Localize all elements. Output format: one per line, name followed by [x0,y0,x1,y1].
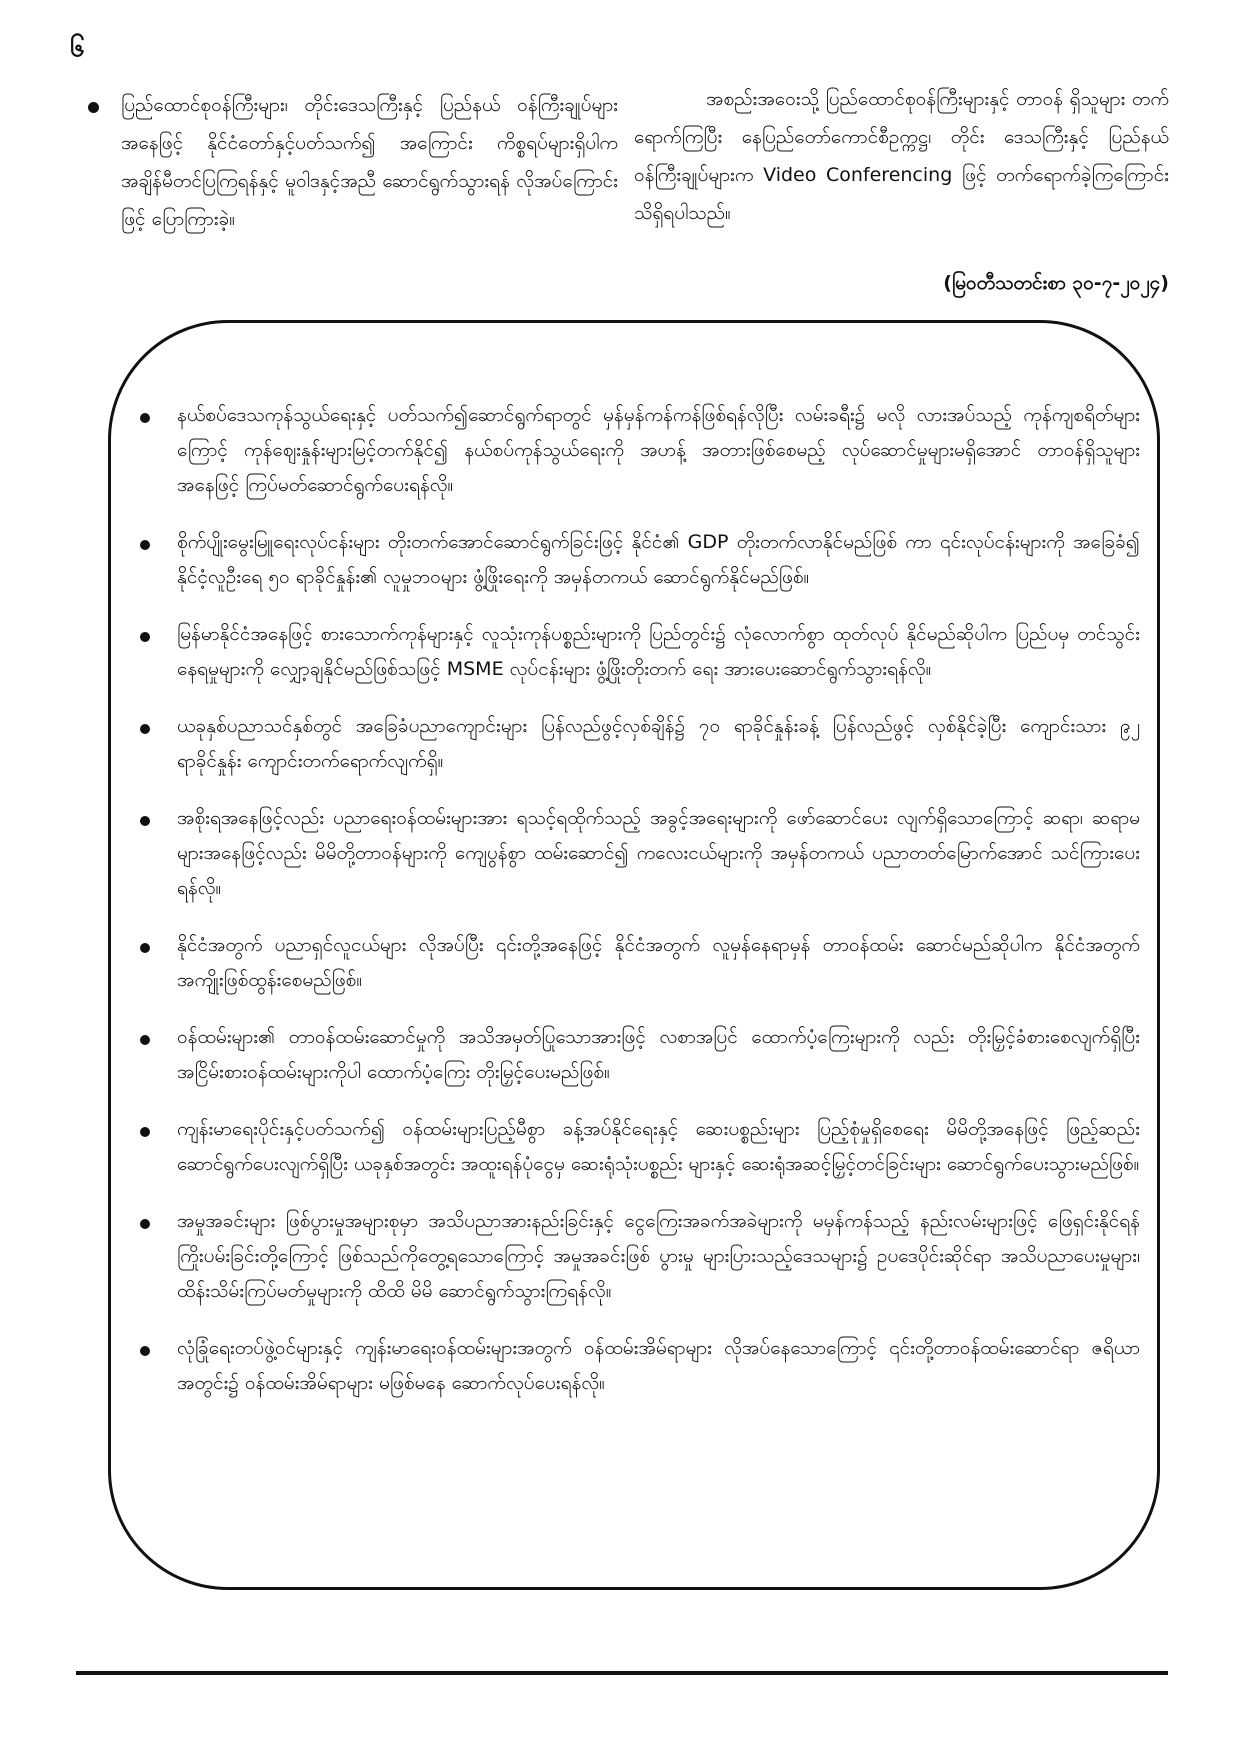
list-item-text: အစိုးရအနေဖြင့်လည်း ပညာရေးဝန်ထမ်းများအား ရသင့်ရထိုက်သည့် အခွင့်အရေးများကို ဖော်ဆောင်ပေး လျက်ရှိသောကြောင့် ဆရာ၊ ဆရာမများအနေဖြင့်လည်း မိမိတို့တာဝန်များကို ကျေပွန်စွာ ထမ်းဆောင်၍ ကလေးငယ်များကို အမှန်တကယ် ပညာတတ်မြောက်အောင် သင်ကြားပေးရန်လို။ [177,807,1140,899]
source-citation: (မြဝတီသတင်းစာ ၃၀-၇-၂၀၂၄) [943,272,1169,294]
list-item [140,525,1140,595]
bullet-icon [140,943,150,953]
list-item-text: လုံခြုံရေးတပ်ဖွဲ့ဝင်များနှင့် ကျန်းမာရေးဝန်ထမ်းများအတွက် ဝန်ထမ်းအိမ်ရာများ လိုအပ်နေသောကြောင့် ၎င်းတို့တာဝန်ထမ်းဆောင်ရာ ဇရိယာအတွင်း၌ ဝန်ထမ်းအိမ်ရာများ မဖြစ်မနေ ဆောက်လုပ်ပေးရန်လို။ [177,1337,1140,1394]
top-right-paragraph: အစည်းအဝေးသို့ ပြည်ထောင်စုဝန်ကြီးများနှင့် တာဝန် ရှိသူများ တက်ရောက်ကြပြီး နေပြည်တော်ကောင်စီဥက္ကဋ္ဌ၊ တိုင်း ဒေသကြီးနှင့် ပြည်နယ်ဝန်ကြီးချုပ်များက Video Conferencing ဖြင့် တက်ရောက်ခဲ့ကြကြောင်း သိရှိရပါသည်။ [634,88,1169,224]
list-item [140,1112,1140,1182]
bullet-icon [140,1346,150,1356]
list-item [140,928,1140,998]
list-item [140,709,1140,779]
bullet-icon [140,1219,150,1229]
list-item [140,1204,1140,1309]
list-item-text: မြန်မာနိုင်ငံအနေဖြင့် စားသောက်ကုန်များနှင့် လူသုံးကုန်ပစ္စည်းများကို ပြည်တွင်း၌ လုံလောက်စွာ ထုတ်လုပ် နိုင်မည်ဆိုပါက ပြည်ပမှ တင်သွင်းနေရမှုများကို လျှော့ချနိုင်မည်ဖြစ်သဖြင့် MSME လုပ်ငန်းများ ဖွံ့ဖြိုးတိုးတက် ရေး အားပေးဆောင်ရွက်သွားရန်လို။ [177,623,1140,680]
top-left-bullet [88,86,618,238]
bullet-icon [140,632,150,642]
list-item-text: နိုင်ငံအတွက် ပညာရှင်လူငယ်များ လိုအပ်ပြီး ၎င်းတို့အနေဖြင့် နိုင်ငံအတွက် လူမှန်နေရာမှန် တာဝန်ထမ်း ဆောင်မည်ဆိုပါက နိုင်ငံအတွက် အကျိုးဖြစ်ထွန်းစေမည်ဖြစ်။ [177,934,1140,991]
top-left-column [88,86,618,238]
page-number: ၆ [70,33,85,63]
list-item-text: ကျန်းမာရေးပိုင်းနှင့်ပတ်သက်၍ ဝန်ထမ်းများပြည့်မီစွာ ခန့်အပ်နိုင်ရေးနှင့် ဆေးပစ္စည်းများ ပြည့်စုံမှုရှိစေရေး မိမိတို့အနေဖြင့် ဖြည့်ဆည်းဆောင်ရွက်ပေးလျက်ရှိပြီး ယခုနှစ်အတွင်း အထူးရန်ပုံငွေမှ ဆေးရုံသုံးပစ္စည်း များနှင့် ဆေးရုံအဆင့်မြှင့်တင်ခြင်းများ ဆောင်ရွက်ပေးသွားမည်ဖြစ်။ [177,1118,1140,1175]
box-bullet-list [140,398,1140,1423]
list-item [140,617,1140,687]
footer-rule [76,1671,1168,1675]
bullet-icon [140,540,150,550]
list-item-text: ယခုနှစ်ပညာသင်နှစ်တွင် အခြေခံပညာကျောင်းများ ပြန်လည်ဖွင့်လှစ်ချိန်၌ ၇၀ ရာခိုင်နှုန်းခန့် ပြန်လည်ဖွင့် လှစ်နိုင်ခဲ့ပြီး ကျောင်းသား ၉၂ ရာခိုင်နှုန်း ကျောင်းတက်ရောက်လျက်ရှိ။ [177,715,1140,772]
list-item-text: အမှုအခင်းများ ဖြစ်ပွားမှုအများစုမှာ အသိပညာအားနည်းခြင်းနှင့် ငွေကြေးအခက်အခဲများကို မမှန်ကန်သည့် နည်းလမ်းများဖြင့် ဖြေရှင်းနိုင်ရန် ကြိုးပမ်းခြင်းတို့ကြောင့် ဖြစ်သည်ကိုတွေ့ရသောကြောင့် အမှုအခင်းဖြစ် ပွားမှု များပြားသည့်ဒေသများ၌ ဥပဒေပိုင်းဆိုင်ရာ အသိပညာပေးမှုများ၊ ထိန်းသိမ်းကြပ်မတ်မှုများကို ထိထိ မိမိ ဆောင်ရွက်သွားကြရန်လို။ [177,1210,1140,1302]
bullet-icon [140,816,150,826]
list-item-text: ဝန်ထမ်းများ၏ တာဝန်ထမ်းဆောင်မှုကို အသိအမှတ်ပြုသောအားဖြင့် လစာအပြင် ထောက်ပံ့ကြေးများကို လည်း တိုးမြှင့်ခံစားစေလျက်ရှိပြီး အငြိမ်းစားဝန်ထမ်းများကိုပါ ထောက်ပံ့ကြေး တိုးမြှင့်ပေးမည်ဖြစ်။ [177,1026,1140,1083]
list-item-text: နယ်စပ်ဒေသကုန်သွယ်ရေးနှင့် ပတ်သက်၍ဆောင်ရွက်ရာတွင် မှန်မှန်ကန်ကန်ဖြစ်ရန်လိုပြီး လမ်းခရီး၌ မလို လားအပ်သည့် ကုန်ကျစရိတ်များကြောင့် ကုန်ဈေးနှုန်းများမြင့်တက်နိုင်၍ နယ်စပ်ကုန်သွယ်ရေးကို အဟန့် အတားဖြစ်စေမည့် လုပ်ဆောင်မှုများမရှိအောင် တာဝန်ရှိသူများအနေဖြင့် ကြပ်မတ်ဆောင်ရွက်ပေးရန်လို။ [177,404,1140,496]
list-item [140,398,1140,503]
list-item [140,1331,1140,1401]
list-item [140,1020,1140,1090]
bullet-icon [140,1035,150,1045]
list-item-text: စိုက်ပျိုးမွေးမြူရေးလုပ်ငန်းများ တိုးတက်အောင်ဆောင်ရွက်ခြင်းဖြင့် နိုင်ငံ၏ GDP တိုးတက်လာနိုင်မည်ဖြစ် ကာ ၎င်းလုပ်ငန်းများကို အခြေခံ၍ နိုင်ငံ့လူဦးရေ ၅၀ ရာခိုင်နှုန်း၏ လူမှုဘဝများ ဖွံ့ဖြိုးရေးကို အမှန်တကယ် ဆောင်ရွက်နိုင်မည်ဖြစ်။ [177,531,1140,588]
bullet-icon [140,724,150,734]
list-item [140,801,1140,906]
bullet-icon [140,1127,150,1137]
top-left-bullet-text: ပြည်ထောင်စုဝန်ကြီးများ၊ တိုင်းဒေသကြီးနှင့် ပြည်နယ် ဝန်ကြီးချုပ်များအနေဖြင့် နိုင်ငံတော်နှင့်ပတ်သက်၍ အကြောင်း ကိစ္စရပ်များရှိပါက အချိန်မီတင်ပြကြရန်နှင့် မူဝါဒနှင့်အညီ ဆောင်ရွက်သွားရန် လိုအပ်ကြောင်းဖြင့် ပြောကြားခဲ့။ [121,94,618,230]
bullet-icon [88,102,99,113]
bullet-icon [140,413,150,423]
